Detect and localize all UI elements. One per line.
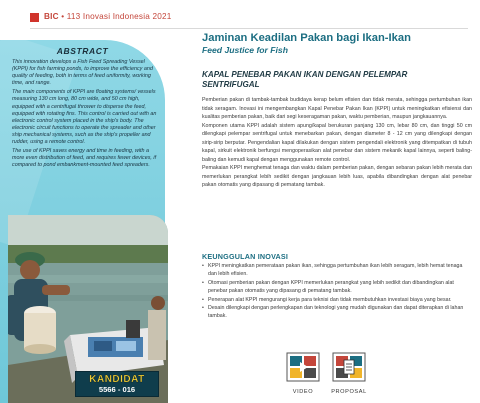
candidate-number: 5566 - 016 — [98, 385, 136, 394]
advantage-item: • Penerapan alat KPPI mengurangi kerja para teknisi dan tidak membutuhkan investasi biaya yang besar. — [202, 296, 472, 304]
abstract-paragraph: This innovation develops a Fish Feed Spreading Vessel (KPPI) for fish farming ponds, to improve the efficiency and quality of feeding, both in terms of feed uniformity, working time, and range. — [12, 59, 153, 87]
article-paragraph: Pemberian pakan di tambak-tambak budidaya kerap belum efisien dan tidak merata, sehingga pertumbuhan ikan tidak seragam. Inovasi ini mengembangkan Kapal Penebar Pakan Ikan (KPPI) untuk meningkatkan efisiensi dan kualitas pemberian pakan, baik dari segi keseragaman pakan, waktu pemberian, maupun jangkauannya. — [202, 97, 472, 120]
header-page-number: • 113 — [61, 12, 81, 21]
video-icon — [286, 352, 320, 382]
article-paragraph: Komponen utama KPPI adalah sistem apung/kapal berukuran panjang 130 cm, lebar 80 cm, dan tinggi 50 cm dilengkapi pelempar sentrifugal untuk menebarkan pakan, dengan diameter 8 - 12 cm yang dilengkapi dengan sirip-sirip berputar. Pengendalian kapal dilakukan dengan sistem pengendali elektronik yang ditempatkan di tubuh kapal, sirkuit elektronik berfungsi mengoperasikan alat penebar dan sistem mekanik kapal lainnya, seperti baling-baling dan kemudi kapal dengan menggunakan remote control. — [202, 122, 472, 163]
abstract-paragraph: The use of KPPI saves energy and time in feeding, with a more even distribution of feed, and requires fewer devices, if compared to pond embankment-mounted feed spreaders. — [12, 148, 157, 169]
advantages-list — [202, 262, 472, 321]
video-link[interactable] — [283, 352, 323, 395]
advantage-item: • Otomasi pemberian pakan dengan KPPI memerlukan perangkat yang lebih sedikit dan dibandingkan alat penebar pakan otomatis yang dipasang di pematang tambak. — [202, 279, 472, 296]
article-paragraph: Pemakaian KPPI menghemat tenaga dan waktu dalam pemberian pakan, dengan sebaran pakan lebih merata dan memerlukan perangkat lebih sedikit dengan jangkauan lebih luas, apabila dibandingkan dengan alat penebar pakan otomatis yang dipasang di pematang tambak. — [202, 165, 472, 188]
advantage-item: • KPPI meningkatkan pemerataan pakan ikan, sehingga pertumbuhan ikan lebih seragam, lebih hemat tenaga dan lebih efisien. — [202, 262, 472, 279]
article-title-english: Feed Justice for Fish — [202, 45, 288, 55]
page-header — [0, 0, 480, 30]
header-book-title: Inovasi Indonesia 2021 — [82, 12, 172, 21]
candidate-label: KANDIDAT — [89, 374, 145, 385]
advantages-heading: KEUNGGULAN INOVASI — [202, 252, 289, 261]
header-marker — [30, 13, 39, 22]
media-links — [283, 352, 373, 400]
article-subtitle: KAPAL PENEBAR PAKAN IKAN DENGAN PELEMPAR SENTRIFUGAL — [202, 70, 408, 89]
abstract-paragraph: The main components of KPPI are floating systems/ vessels measuring 130 cm long, 80 cm wide, and 50 cm high, equipped with a centrifugal thrower to disperse the feed, equipped with rotating fins. This control is carried out with an electronic control system placed in the ship's body. The electronic circuit functions to operate the spreader and other ship mechanical systems, such as the ship's propeller and rudder, using a remote control. — [12, 89, 157, 146]
article-body — [202, 96, 472, 190]
header-text — [44, 12, 172, 21]
header-brand: BIC — [44, 12, 59, 21]
candidate-badge — [75, 371, 159, 397]
proposal-link[interactable] — [329, 352, 369, 395]
article-title: Jaminan Keadilan Pakan bagi Ikan-Ikan — [202, 32, 411, 44]
proposal-icon — [332, 352, 366, 382]
abstract-body — [12, 59, 160, 171]
proposal-label: PROPOSAL — [331, 389, 367, 395]
advantage-item: • Desain dilengkapi dengan perlengkapan dan teknologi yang mudah digunakan dan dapat diterapkan di lahan tambak. — [202, 304, 472, 321]
abstract-title: ABSTRACT — [56, 46, 109, 56]
header-rule — [30, 28, 468, 29]
video-label: VIDEO — [292, 389, 314, 395]
